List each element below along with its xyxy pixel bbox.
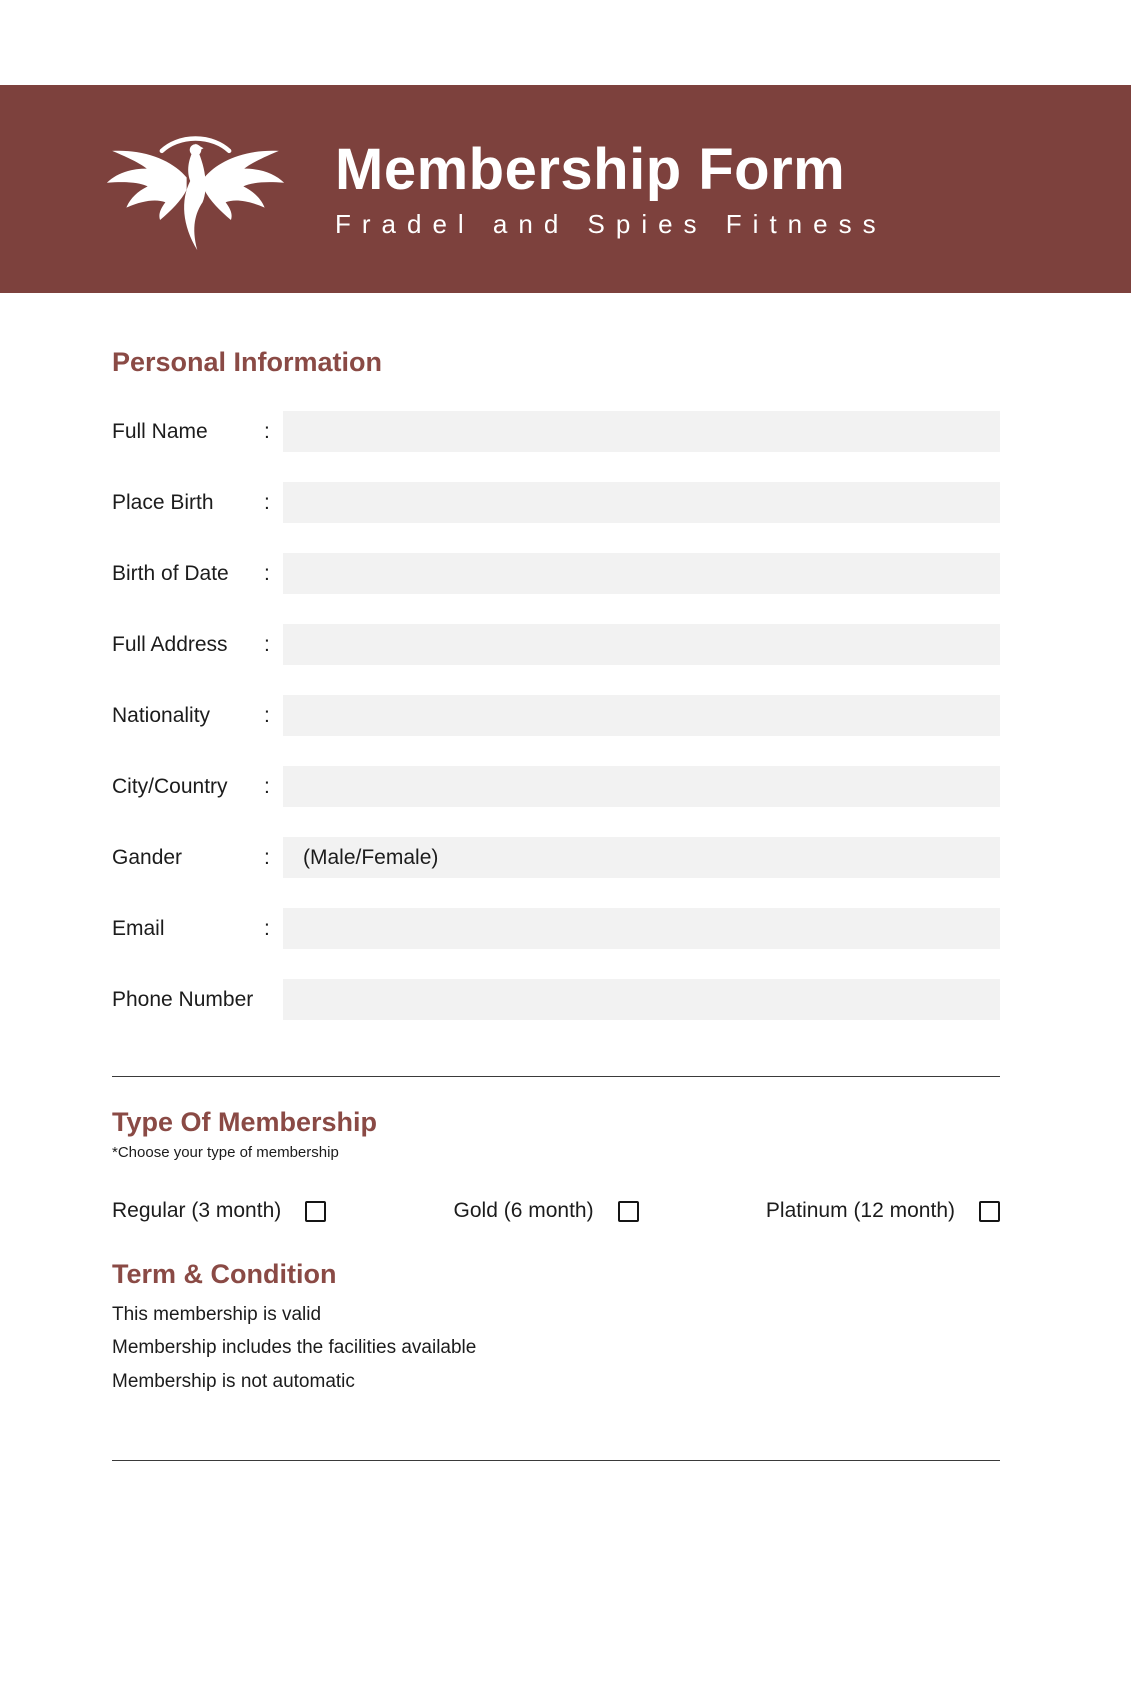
phone-number-label: Phone Number [112,987,254,1011]
city-country-input[interactable] [283,766,1000,807]
option-gold[interactable] [454,1199,639,1223]
field-row-city-country [112,766,1000,807]
membership-heading: Type Of Membership [112,1107,378,1137]
field-colon: : [264,632,270,656]
field-colon: : [264,490,270,514]
nationality-input[interactable] [283,695,1000,736]
full-name-label: Full Name [112,419,208,443]
field-row-birth-date [112,553,1000,594]
full-address-input[interactable] [283,624,1000,665]
gold-checkbox[interactable] [618,1201,639,1222]
birth-date-label: Birth of Date [112,561,229,585]
form-title: Membership Form [335,137,846,203]
full-name-input[interactable] [283,411,1000,452]
email-input[interactable] [283,908,1000,949]
option-regular[interactable] [112,1199,326,1223]
brand-name: Fradel and Spies Fitness [335,208,887,239]
email-label: Email [112,916,165,940]
terms-line-2: Membership includes the facilities available [112,1337,477,1359]
place-birth-input[interactable] [283,482,1000,523]
terms-line-3: Membership is not automatic [112,1370,355,1392]
option-platinum-label: Platinum (12 month) [765,1199,955,1222]
field-colon: : [264,774,270,798]
gender-label: Gander [112,845,183,869]
field-row-place-birth [112,482,1000,523]
field-colon: : [264,703,270,727]
place-birth-label: Place Birth [112,490,214,514]
form-content [0,347,1131,1461]
phoenix-logo-icon [98,108,293,270]
membership-options [112,1199,1000,1223]
header-text [335,138,887,240]
terms-block [112,1298,1000,1398]
birth-date-input[interactable] [283,553,1000,594]
field-row-gender [112,837,1000,878]
section-divider-bottom [112,1460,1000,1461]
membership-form-page [0,85,1131,1461]
field-colon: : [264,916,270,940]
membership-note: *Choose your type of membership [112,1144,339,1161]
terms-line-1: This membership is valid [112,1304,322,1325]
field-row-phone-number [112,979,1000,1020]
personal-info-heading: Personal Information [112,347,383,377]
terms-heading: Term & Condition [112,1259,337,1289]
field-colon: : [264,419,270,443]
section-divider-top [112,1076,1000,1077]
field-row-nationality [112,695,1000,736]
city-country-label: City/Country [112,774,228,798]
option-platinum[interactable] [766,1199,1000,1223]
regular-checkbox[interactable] [305,1201,326,1222]
field-row-full-address [112,624,1000,665]
option-regular-label: Regular (3 month) [112,1199,282,1222]
option-gold-label: Gold (6 month) [453,1199,594,1222]
full-address-label: Full Address [112,632,228,656]
field-row-full-name [112,411,1000,452]
nationality-label: Nationality [112,703,211,727]
form-header [0,85,1131,293]
phone-number-input[interactable] [283,979,1000,1020]
field-row-email [112,908,1000,949]
field-colon: : [264,845,270,869]
gender-input[interactable] [283,837,1000,878]
field-colon: : [264,561,270,585]
platinum-checkbox[interactable] [979,1201,1000,1222]
